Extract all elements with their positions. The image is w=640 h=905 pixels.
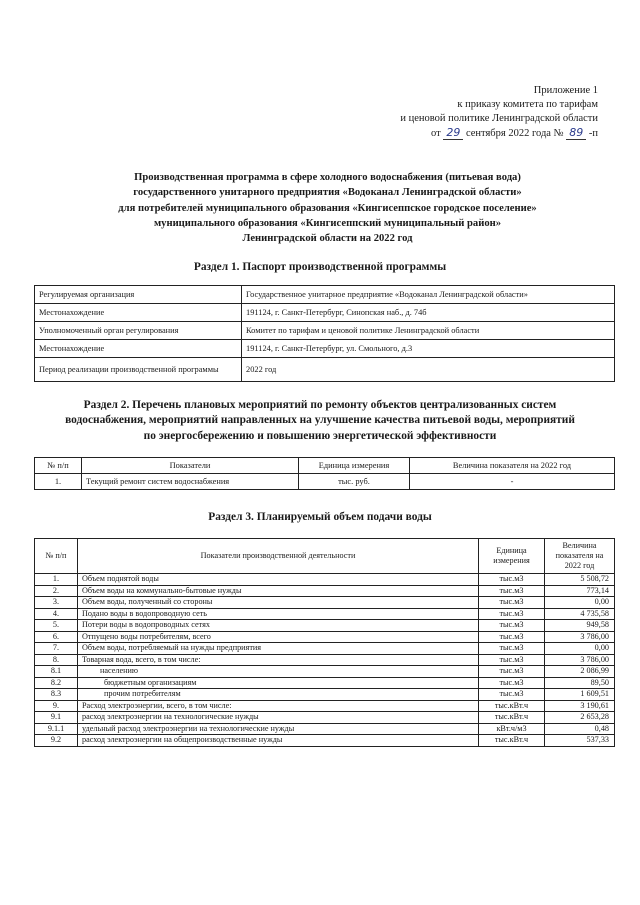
table-row	[35, 654, 615, 666]
annex-block	[330, 84, 598, 141]
row-number: 8.	[35, 654, 78, 666]
row-value: 3 786,00	[545, 631, 615, 643]
row-indicator: населению	[78, 666, 479, 678]
table-row	[35, 735, 615, 747]
water-supply-table	[34, 538, 615, 747]
section-2-heading-line: по энергосбережению и повышению энергетической эффективности	[143, 429, 497, 442]
table-row	[35, 340, 615, 358]
row-number: 1.	[35, 574, 78, 586]
row-unit: тыс.м3	[479, 689, 545, 701]
row-indicator: Расход электроэнергии, всего, в том числе:	[78, 700, 479, 712]
table-header-row	[35, 539, 615, 574]
row-indicator: Объем воды на коммунально-бытовые нужды	[78, 585, 479, 597]
row-indicator: удельный расход электроэнергии на технологические нужды	[78, 723, 479, 735]
row-value: 537,33	[545, 735, 615, 747]
row-value: 773,14	[545, 585, 615, 597]
column-header: № п/п	[35, 539, 78, 574]
table-row	[35, 474, 615, 490]
row-unit: тыс.м3	[479, 677, 545, 689]
row-value: 5 508,72	[545, 574, 615, 586]
table-row	[35, 322, 615, 340]
handwritten-order-number: 89	[566, 126, 586, 140]
column-header: № п/п	[35, 458, 82, 474]
column-header: Показатели производственной деятельности	[78, 539, 479, 574]
row-value: 89,50	[545, 677, 615, 689]
row-number: 8.3	[35, 689, 78, 701]
row-unit: тыс.кВт.ч	[479, 700, 545, 712]
table-header-row	[35, 458, 615, 474]
section-2-heading	[20, 398, 620, 444]
column-header: Показатели	[82, 458, 299, 474]
row-unit: тыс.кВт.ч	[479, 712, 545, 724]
table-cell: Местонахождение	[35, 304, 242, 322]
row-unit: тыс.м3	[479, 608, 545, 620]
row-number: 9.2	[35, 735, 78, 747]
annex-date-text: сентября 2022 года №	[465, 128, 564, 139]
row-number: 8.1	[35, 666, 78, 678]
row-number: 9.1.1	[35, 723, 78, 735]
annex-order-suffix: -п	[588, 128, 598, 139]
row-number: 6.	[35, 631, 78, 643]
row-indicator: расход электроэнергии на технологические нужды	[78, 712, 479, 724]
column-header: Величина показателя на 2022 год	[410, 458, 615, 474]
passport-table	[34, 285, 615, 382]
row-unit: тыс.кВт.ч	[479, 735, 545, 747]
section-1-heading: Раздел 1. Паспорт производственной программы	[193, 261, 447, 273]
handwritten-day: 29	[443, 126, 463, 140]
table-row	[35, 358, 615, 382]
row-unit: кВт.ч/м3	[479, 723, 545, 735]
annex-line-3: и ценовой политике Ленинградской области	[400, 113, 598, 124]
table-cell: Регулируемая организация	[35, 286, 242, 304]
table-row	[35, 677, 615, 689]
table-row	[35, 585, 615, 597]
section-2-heading-line: Раздел 2. Перечень плановых мероприятий по ремонту объектов централизованных систем	[83, 399, 557, 411]
title-line: муниципального образования «Кингисеппский муниципальный район»	[153, 217, 502, 229]
row-value: 0,00	[545, 643, 615, 655]
row-value: 2 653,28	[545, 712, 615, 724]
title-line: для потребителей муниципального образования «Кингисеппское городское поселение»	[118, 202, 537, 214]
title-line: государственного унитарного предприятия «Водоканал Ленинградской области»	[133, 187, 522, 199]
row-indicator: Подано воды в водопроводную сеть	[78, 608, 479, 620]
row-value: 0,00	[545, 597, 615, 609]
row-indicator: расход электроэнергии на общепроизводственные нужды	[78, 735, 479, 747]
table-row	[35, 574, 615, 586]
table-cell: тыс. руб.	[299, 474, 410, 490]
row-number: 9.1	[35, 712, 78, 724]
table-cell: -	[410, 474, 615, 490]
title-line: Производственная программа в сфере холодного водоснабжения (питьевая вода)	[134, 172, 521, 183]
annex-title: Приложение 1	[533, 85, 598, 96]
row-value: 3 786,00	[545, 654, 615, 666]
table-row	[35, 631, 615, 643]
table-cell: Комитет по тарифам и ценовой политике Ленинградской области	[242, 322, 615, 340]
table-row	[35, 700, 615, 712]
row-indicator: Объем воды, полученный со стороны	[78, 597, 479, 609]
table-row	[35, 666, 615, 678]
section-3-heading: Раздел 3. Планируемый объем подачи воды	[208, 511, 432, 523]
row-indicator: Объем поднятой воды	[78, 574, 479, 586]
row-indicator: Товарная вода, всего, в том числе:	[78, 654, 479, 666]
table-cell: Государственное унитарное предприятие «Водоканал Ленинградской области»	[242, 286, 615, 304]
table-row	[35, 620, 615, 632]
column-header: Единица измерения	[299, 458, 410, 474]
row-unit: тыс.м3	[479, 585, 545, 597]
row-number: 9.	[35, 700, 78, 712]
row-value: 1 609,51	[545, 689, 615, 701]
table-row	[35, 597, 615, 609]
row-number: 8.2	[35, 677, 78, 689]
row-unit: тыс.м3	[479, 631, 545, 643]
table-cell: 191124, г. Санкт-Петербург, Синопская наб., д. 74б	[242, 304, 615, 322]
table-row	[35, 286, 615, 304]
section-2-heading-line: водоснабжения, мероприятий направленных на улучшение качества питьевой воды, мероприятий	[65, 414, 575, 427]
row-unit: тыс.м3	[479, 643, 545, 655]
table-cell: Местонахождение	[35, 340, 242, 358]
annex-line-2: к приказу комитета по тарифам	[457, 99, 598, 110]
row-number: 4.	[35, 608, 78, 620]
row-unit: тыс.м3	[479, 597, 545, 609]
table-row	[35, 723, 615, 735]
row-value: 0,48	[545, 723, 615, 735]
annex-order-line	[330, 126, 598, 141]
table-row	[35, 689, 615, 701]
row-value: 2 086,99	[545, 666, 615, 678]
table-cell: 1.	[35, 474, 82, 490]
row-number: 7.	[35, 643, 78, 655]
table-cell: 2022 год	[242, 358, 615, 382]
column-header: Величина показателя на 2022 год	[545, 539, 615, 574]
row-number: 3.	[35, 597, 78, 609]
row-indicator: Объем воды, потребляемый на нужды предприятия	[78, 643, 479, 655]
row-value: 3 190,61	[545, 700, 615, 712]
row-number: 5.	[35, 620, 78, 632]
row-unit: тыс.м3	[479, 666, 545, 678]
measures-table	[34, 457, 615, 490]
table-cell: Текущий ремонт систем водоснабжения	[82, 474, 299, 490]
column-header: Единица измерения	[479, 539, 545, 574]
table-row	[35, 643, 615, 655]
row-number: 2.	[35, 585, 78, 597]
document-title	[40, 170, 615, 246]
table-cell: 191124, г. Санкт-Петербург, ул. Смольного, д.3	[242, 340, 615, 358]
title-line: Ленинградской области на 2022 год	[242, 233, 413, 245]
row-indicator: Отпущено воды потребителям, всего	[78, 631, 479, 643]
row-indicator: Потери воды в водопроводных сетях	[78, 620, 479, 632]
row-value: 949,58	[545, 620, 615, 632]
table-row	[35, 304, 615, 322]
table-cell: Период реализации производственной программы	[35, 358, 242, 382]
table-row	[35, 712, 615, 724]
table-row	[35, 608, 615, 620]
row-unit: тыс.м3	[479, 574, 545, 586]
row-value: 4 735,58	[545, 608, 615, 620]
row-unit: тыс.м3	[479, 654, 545, 666]
row-unit: тыс.м3	[479, 620, 545, 632]
row-indicator: бюджетным организациям	[78, 677, 479, 689]
row-indicator: прочим потребителям	[78, 689, 479, 701]
table-cell: Уполномоченный орган регулирования	[35, 322, 242, 340]
annex-from-label: от	[431, 128, 441, 139]
